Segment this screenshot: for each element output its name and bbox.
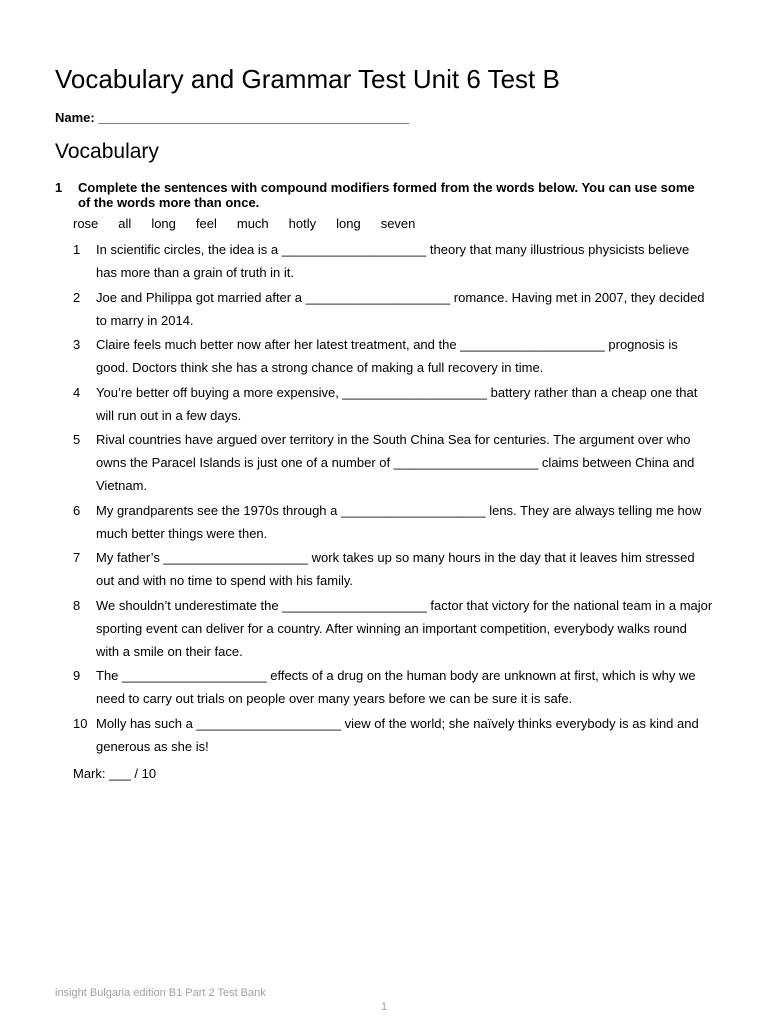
question-item	[73, 594, 713, 663]
task-instruction: Complete the sentences with compound modifiers formed from the words below. You can use some of the words more than once.	[78, 180, 695, 210]
question-number: 2	[73, 289, 81, 305]
question-text: Joe and Philippa got married after a ____________________ romance. Having met in 2007, they decided to marry in 2014.	[96, 289, 705, 328]
word-bank-item: seven	[380, 216, 416, 231]
question-item	[73, 664, 713, 710]
question-text: You’re better off buying a more expensive, ____________________ battery rather than a cheap one that will run out in a few days.	[96, 384, 698, 423]
question-number: 7	[73, 550, 81, 565]
question-item	[73, 381, 713, 427]
task-number: 1	[55, 180, 63, 195]
question-text: Molly has such a ____________________ view of the world; she naïvely thinks everybody is as kind and generous as she is!	[96, 715, 699, 754]
question-item	[73, 286, 713, 332]
question-number: 5	[73, 432, 81, 447]
question-item	[73, 712, 713, 758]
question-text: Claire feels much better now after her latest treatment, and the ____________________ prognosis is good. Doctors think she has a strong chance of making a full recovery in time.	[96, 337, 678, 375]
question-number: 1	[73, 242, 81, 257]
question-number: 10	[73, 715, 88, 731]
question-text: In scientific circles, the idea is a ____________________ theory that many illustrious physicists believe has more than a grain of truth in it.	[96, 242, 690, 280]
word-bank-item: much	[236, 216, 269, 231]
word-bank-item: long	[336, 216, 361, 231]
word-bank-item: all	[118, 216, 132, 231]
question-number: 8	[73, 597, 81, 613]
question-text: Rival countries have argued over territory in the South China Sea for centuries. The argument over who owns the Paracel Islands is just one of a number of ____________________ claims between China and Vietnam.	[96, 432, 695, 493]
section-heading: Vocabulary	[55, 140, 159, 163]
question-item	[73, 333, 713, 379]
word-bank-item: hotly	[288, 216, 317, 231]
question-list	[73, 238, 713, 759]
word-bank-item: feel	[195, 216, 217, 231]
question-text: We shouldn’t underestimate the ____________________ factor that victory for the national team in a major sporting event can deliver for a country. After winning an important competition, everybody walks round with a smile on their face.	[96, 597, 713, 659]
question-number: 9	[73, 668, 81, 683]
question-number: 3	[73, 337, 81, 352]
word-bank	[73, 216, 435, 231]
question-item	[73, 546, 713, 592]
question-item	[73, 428, 713, 497]
question-text: My grandparents see the 1970s through a ____________________ lens. They are always telling me how much better things were then.	[96, 502, 702, 541]
footer-text: insight Bulgaria edition B1 Part 2 Test Bank	[55, 987, 266, 999]
question-text: The ____________________ effects of a drug on the human body are unknown at first, which is why we need to carry out trials on people over many years before we can be sure it is safe.	[96, 668, 696, 706]
question-number: 6	[73, 502, 81, 518]
word-bank-item: rose	[73, 216, 99, 231]
name-field	[55, 110, 409, 125]
name-label: Name:	[55, 110, 95, 125]
question-item	[73, 238, 713, 284]
page-title: Vocabulary and Grammar Test Unit 6 Test B	[55, 64, 560, 94]
mark-score: Mark: ___ / 10	[73, 766, 157, 781]
name-blank: ___________________________________________	[98, 110, 410, 125]
word-bank-item: long	[151, 216, 176, 231]
page-number: 1	[380, 1001, 388, 1013]
question-text: My father’s ____________________ work takes up so many hours in the day that it leaves him stressed out and with no time to spend with his family.	[96, 550, 695, 588]
question-item	[73, 499, 713, 545]
question-number: 4	[73, 384, 81, 400]
